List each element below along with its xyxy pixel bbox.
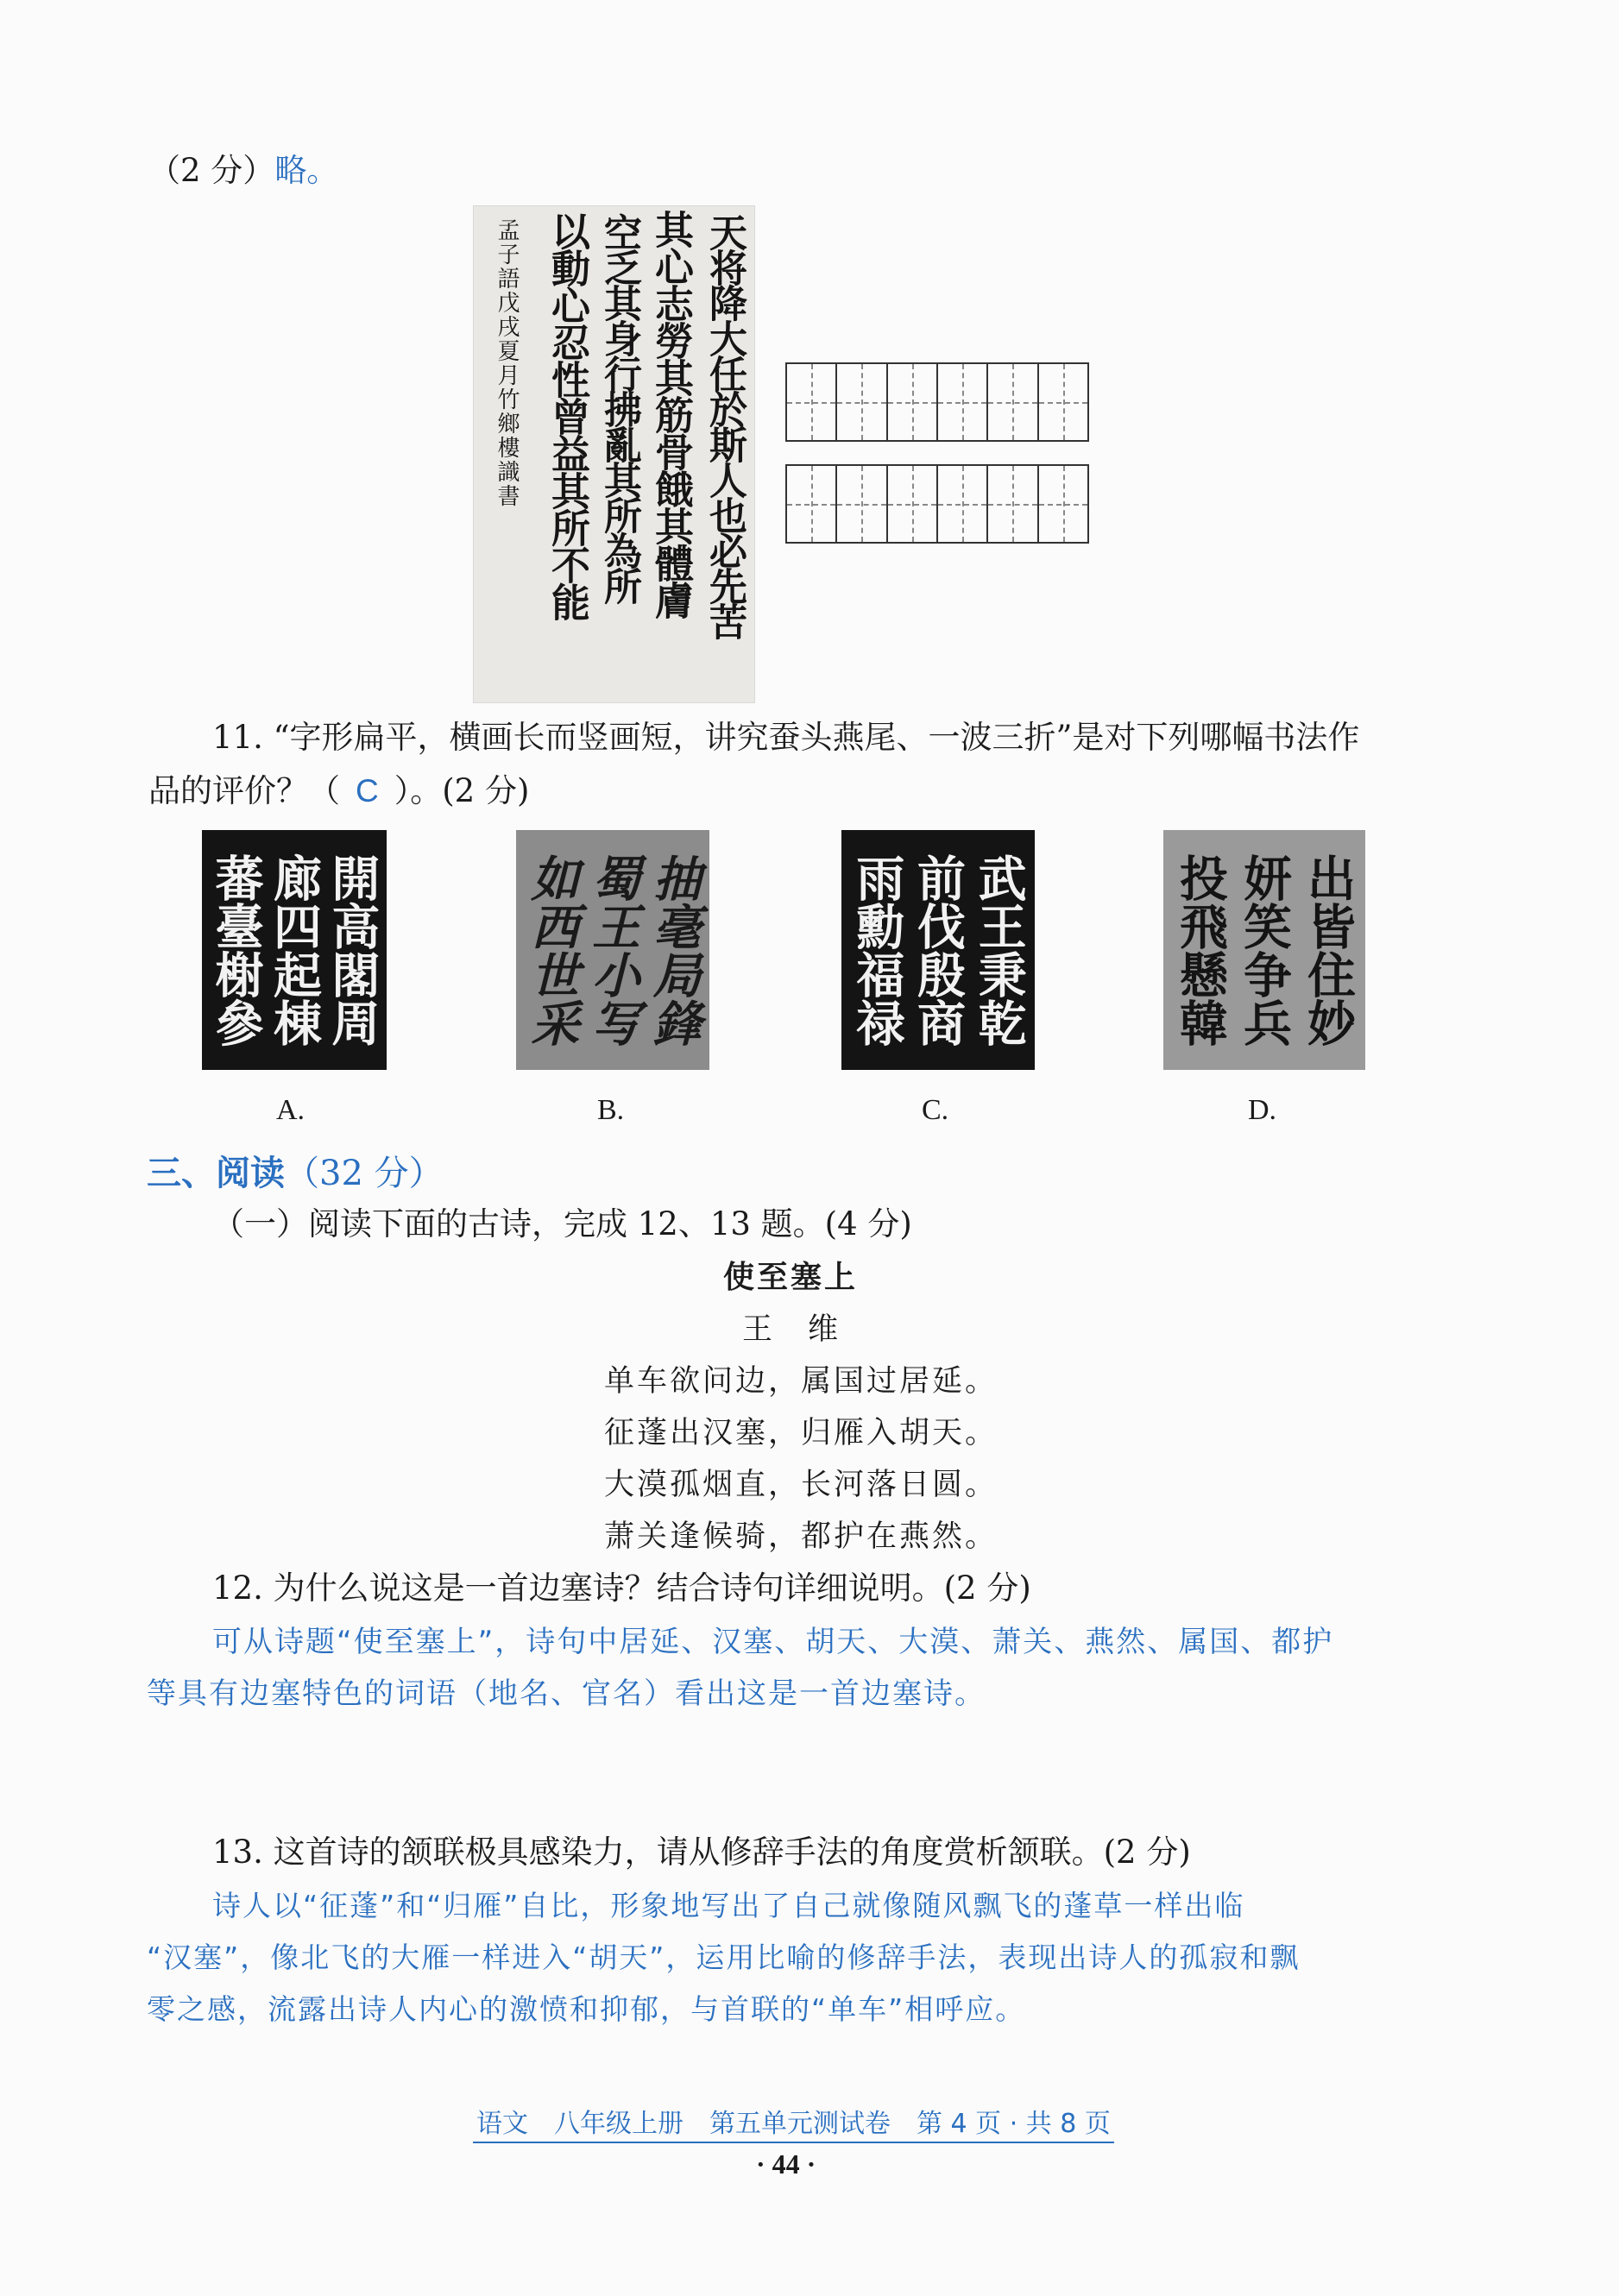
q11-line-2: [148, 771, 529, 811]
poem-author: 王 维: [742, 1312, 841, 1347]
option-c-col-1: 武王秉乾: [970, 853, 1028, 1047]
q12-answer-line-2: 等具有边塞特色的词语（地名、官名）看出这是一首边塞诗。: [147, 1676, 986, 1711]
option-d-col-3: 投飛懸韓: [1172, 853, 1229, 1047]
callig-col-2: 其心志勞其筋骨餓其體膚: [648, 210, 694, 618]
section-3-score: （32 分）: [285, 1154, 444, 1193]
q10-answer: 略。: [274, 152, 339, 189]
option-a-col-3: 蕃臺榭參: [207, 853, 265, 1047]
option-c-col-2: 前伐殷商: [909, 853, 967, 1047]
option-a-col-2: 廊四起棟: [265, 853, 323, 1047]
poem-line-2: 征蓬出汉塞，归雁入胡天。: [604, 1416, 998, 1450]
footer-info: 语文 八年级上册 第五单元测试卷 第 4 页 · 共 8 页: [473, 2102, 1114, 2143]
option-c-col-3: 雨勳福禄: [848, 853, 906, 1047]
q11-line-2-post: ）。(2 分): [394, 772, 530, 809]
option-c-label: C.: [922, 1094, 949, 1126]
option-b-col-3: 如西世采: [523, 853, 581, 1047]
poem-title: 使至塞上: [723, 1260, 859, 1295]
calligraphy-work-image: [473, 205, 755, 703]
part-1-instruction: （一）阅读下面的古诗，完成 12、13 题。(4 分): [212, 1205, 912, 1242]
option-a-image: [202, 830, 387, 1070]
option-a-label: A.: [276, 1094, 306, 1126]
q12-answer-line-1: 可从诗题“使至塞上”，诗句中居延、汉塞、胡天、大漠、萧关、燕然、属国、都护: [212, 1625, 1334, 1659]
section-3-title: 三、阅读: [147, 1154, 285, 1193]
page-number: · 44 ·: [756, 2148, 816, 2180]
poem-line-3: 大漠孤烟直，长河落日圆。: [604, 1468, 998, 1502]
q11-answer: C: [356, 773, 379, 808]
q13-answer-line-2: “汉塞”，像北飞的大雁一样进入“胡天”，运用比喻的修辞手法，表现出诗人的孤寂和飘: [147, 1941, 1301, 1974]
q13-answer-line-3: 零之感，流露出诗人内心的激愤和抑郁，与首联的“单车”相呼应。: [147, 1992, 1026, 2026]
callig-col-4: 以動心忍性曾益其所不能: [545, 211, 590, 620]
poem-line-4: 萧关逢候骑，都护在燕然。: [604, 1519, 998, 1554]
writing-grid-row-1[interactable]: [785, 362, 1089, 442]
option-d-col-1: 出皆住妙: [1300, 853, 1357, 1047]
callig-col-5: 孟子語戊戌夏月竹鄉樓識書: [494, 218, 520, 508]
q11-line-1: 11. “字形扁平，横画长而竖画短，讲究蚕头燕尾、一波三折”是对下列哪幅书法作: [212, 719, 1360, 756]
poem-line-1: 单车欲问边，属国过居延。: [604, 1364, 998, 1399]
option-b-image: [516, 830, 709, 1070]
q13-question: 13. 这首诗的颔联极具感染力，请从修辞手法的角度赏析颔联。(2 分): [212, 1834, 1191, 1871]
option-a-col-1: 開高閣周: [324, 853, 381, 1047]
q11-line-2-pre: 品的评价？（: [148, 772, 340, 809]
option-c-image: [841, 830, 1035, 1070]
q10-score-line: [148, 151, 338, 191]
callig-col-1: 天将降大任於斯人也必先苦: [702, 213, 747, 638]
option-b-label: B.: [597, 1094, 625, 1126]
q10-score: （2 分）: [148, 152, 275, 189]
callig-col-3: 空乏其身行拂亂其所為所: [597, 213, 641, 602]
option-d-col-2: 妍笑争兵: [1236, 853, 1293, 1047]
option-d-label: D.: [1248, 1094, 1277, 1126]
section-3-heading: [147, 1146, 444, 1195]
option-b-col-1: 抽毫局鋒: [645, 853, 702, 1047]
option-d-image: [1163, 830, 1365, 1070]
q13-answer-line-1: 诗人以“征蓬”和“归雁”自比，形象地写出了自己就像随风飘飞的蓬草一样出临: [212, 1889, 1245, 1922]
q12-question: 12. 为什么说这是一首边塞诗？结合诗句详细说明。(2 分): [212, 1569, 1031, 1607]
option-b-col-2: 蜀王小写: [583, 853, 641, 1047]
writing-grid-row-2[interactable]: [785, 464, 1089, 544]
